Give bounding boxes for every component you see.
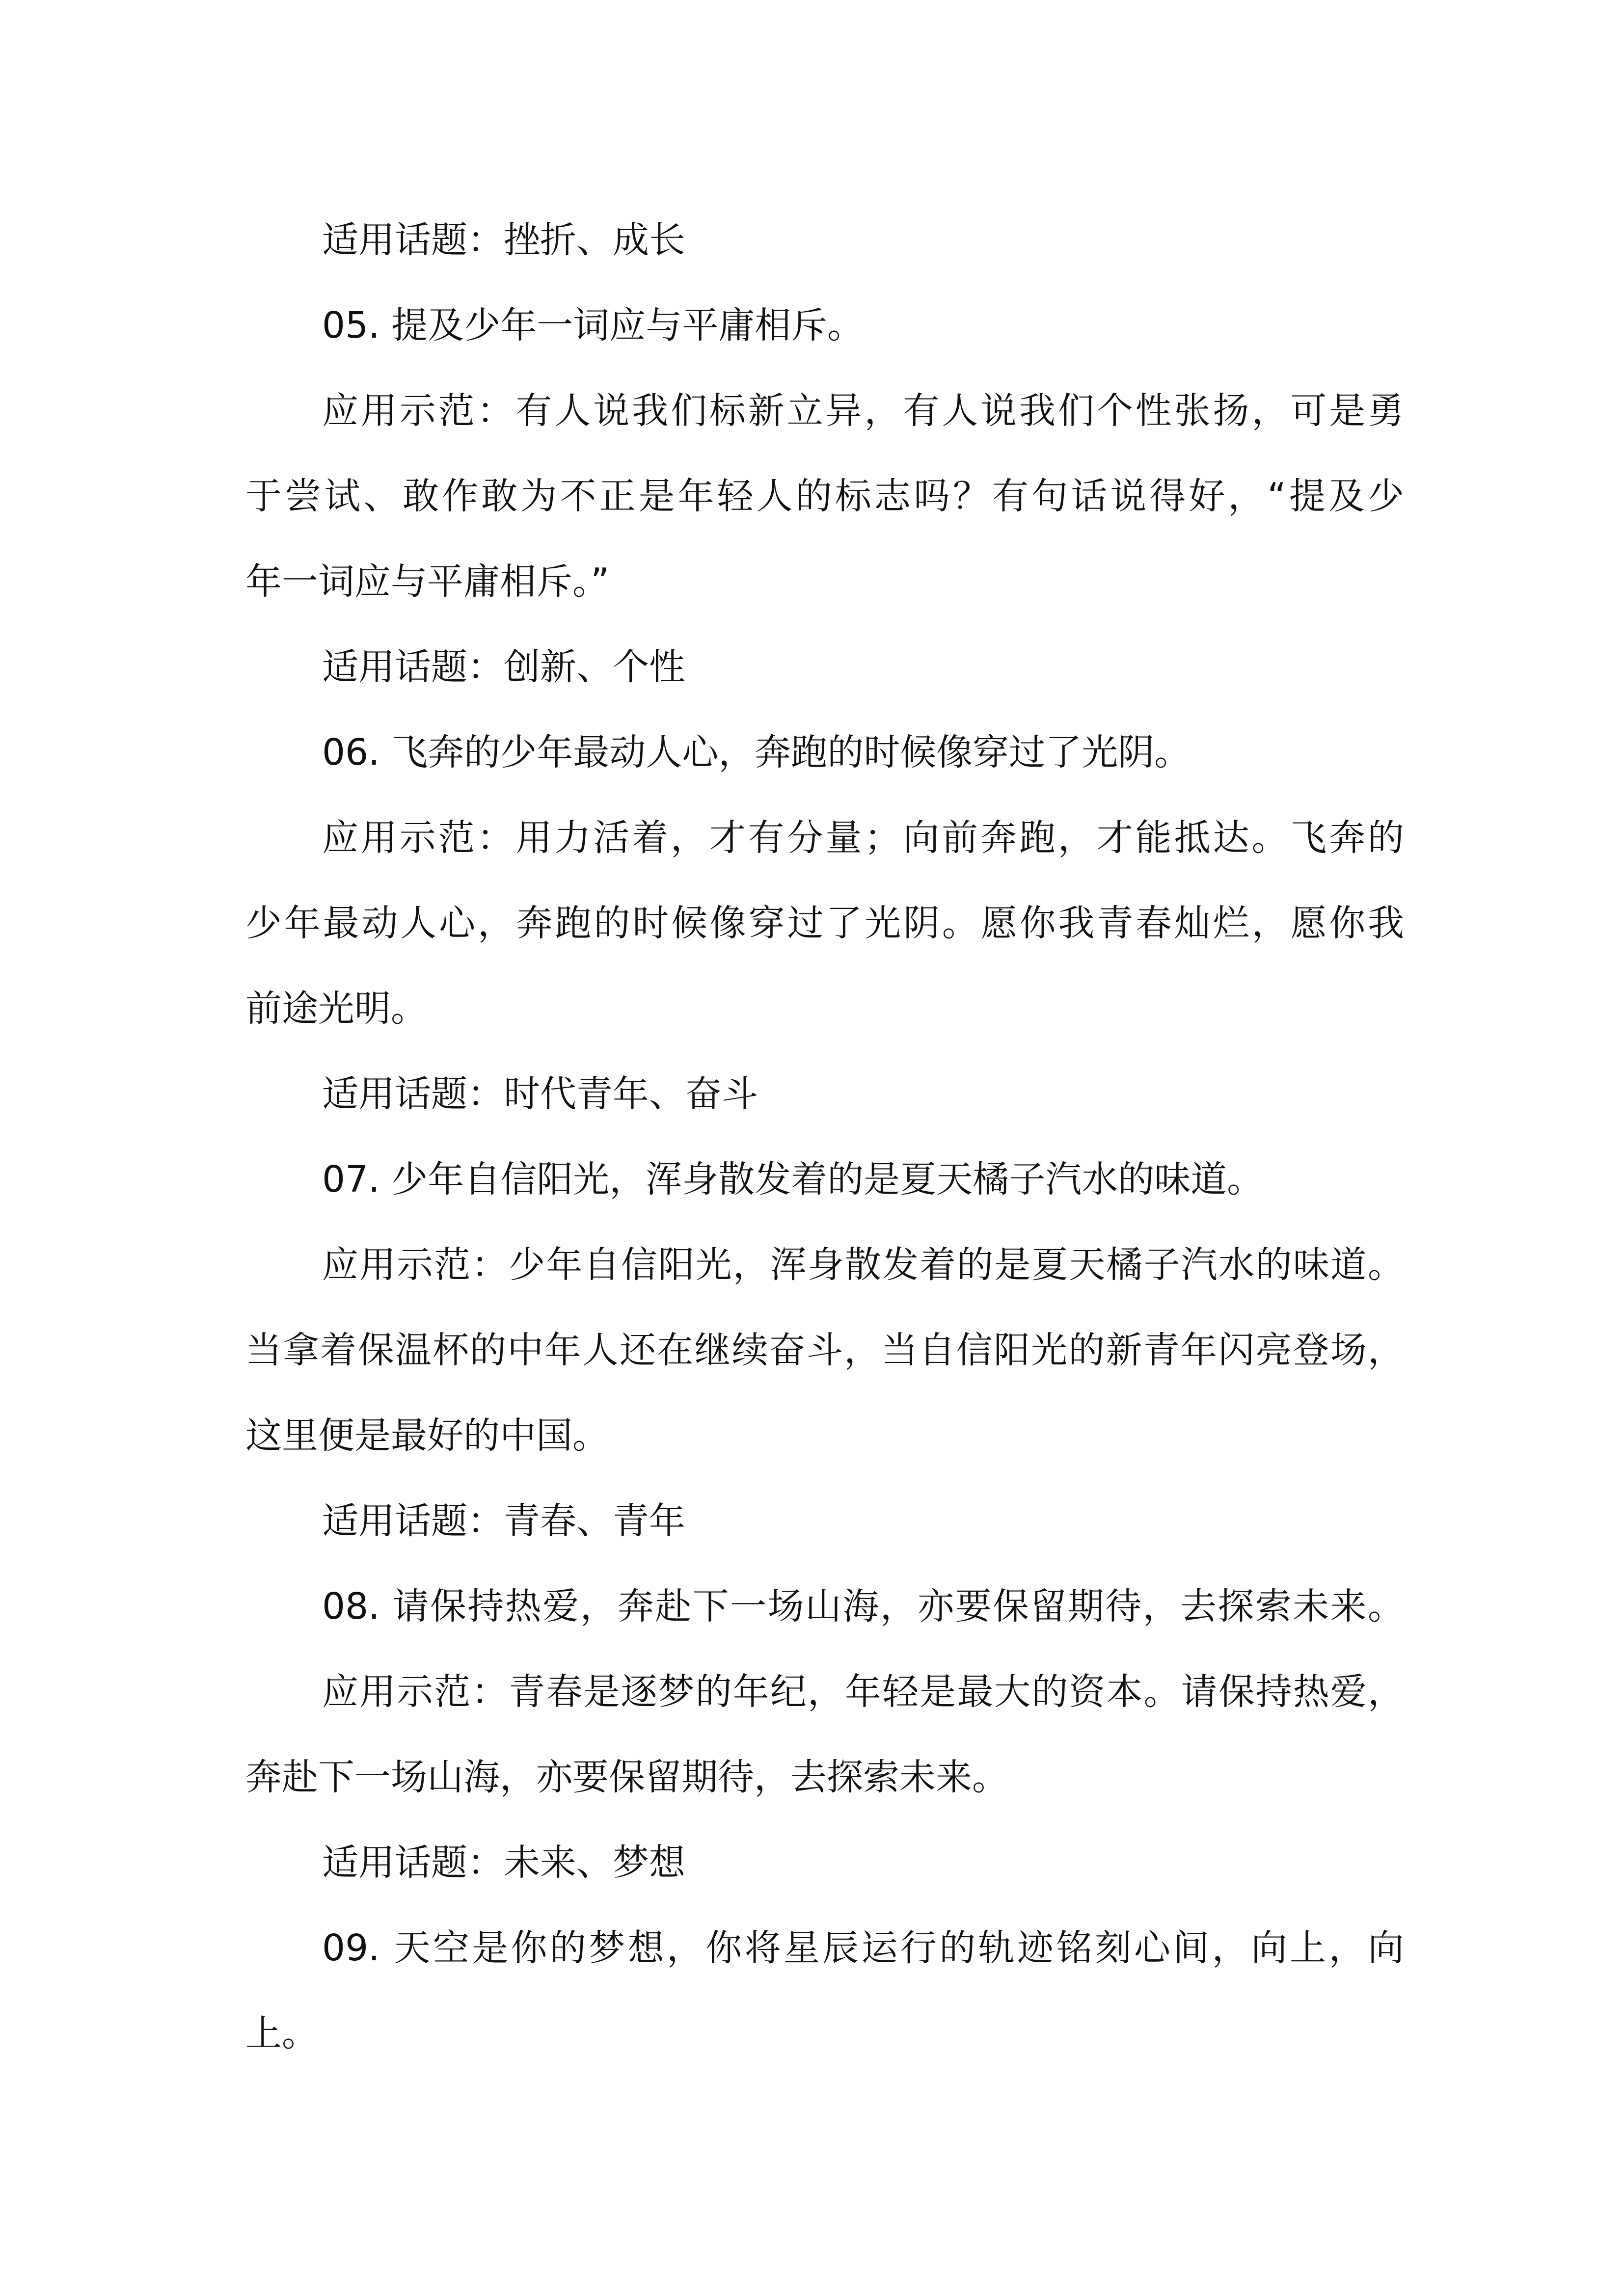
example-line: 应用示范：有人说我们标新立异，有人说我们个性张扬，可是勇 [322, 390, 1404, 432]
example-line: 应用示范：青春是逐梦的年纪，年轻是最大的资本。请保持热爱， [322, 1671, 1404, 1713]
example-line: 这里便是最好的中国。 [245, 1415, 609, 1457]
example-line: 前途光明。 [245, 988, 427, 1030]
example-line: 应用示范：用力活着，才有分量；向前奔跑，才能抵达。飞奔的 [322, 817, 1404, 859]
quote-heading: 07. 少年自信阳光，浑身散发着的是夏天橘子汽水的味道。 [322, 1158, 1264, 1201]
example-line: 奔赴下一场山海，亦要保留期待，去探索未来。 [245, 1756, 1008, 1798]
example-line: 于尝试、敢作敢为不正是年轻人的标志吗？有句话说得好，“提及少 [245, 475, 1404, 517]
quote-heading: 09. 天空是你的梦想，你将星辰运行的轨迹铭刻心间，向上，向 [322, 1927, 1404, 1969]
example-line: 年一词应与平庸相斥。” [245, 561, 610, 603]
topic-line: 适用话题：时代青年、奋斗 [322, 1073, 758, 1115]
quote-heading: 06. 飞奔的少年最动人心，奔跑的时候像穿过了光阴。 [322, 731, 1191, 774]
quote-heading-continuation: 上。 [245, 2012, 318, 2055]
topic-line: 适用话题：挫折、成长 [322, 219, 685, 261]
topic-line: 适用话题：未来、梦想 [322, 1842, 685, 1884]
quote-heading: 08. 请保持热爱，奔赴下一场山海，亦要保留期待，去探索未来。 [322, 1585, 1404, 1628]
example-line: 应用示范：少年自信阳光，浑身散发着的是夏天橘子汽水的味道。 [322, 1244, 1404, 1286]
example-line: 当拿着保温杯的中年人还在继续奋斗，当自信阳光的新青年闪亮登场， [245, 1329, 1404, 1371]
topic-line: 适用话题：青春、青年 [322, 1500, 685, 1542]
topic-line: 适用话题：创新、个性 [322, 646, 685, 688]
example-line: 少年最动人心，奔跑的时候像穿过了光阴。愿你我青春灿烂，愿你我 [245, 902, 1404, 944]
quote-heading: 05. 提及少年一词应与平庸相斥。 [322, 304, 864, 347]
